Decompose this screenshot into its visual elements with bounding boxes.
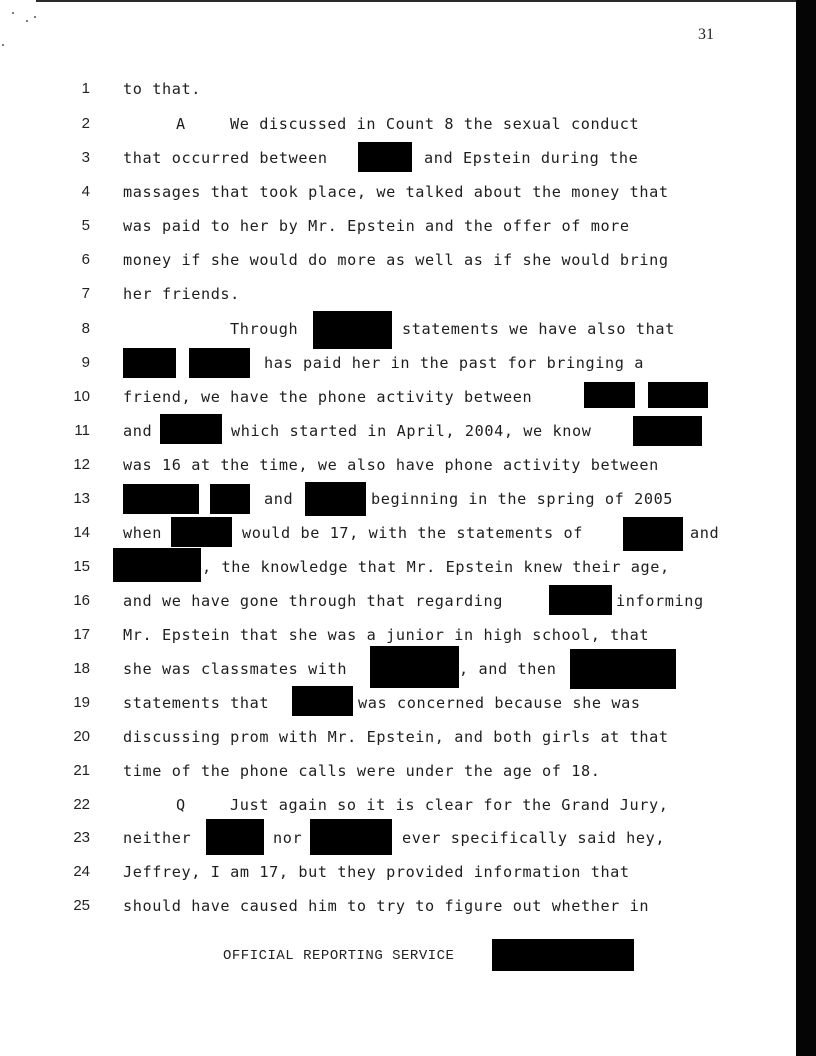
line-number: 23	[73, 829, 90, 846]
transcript-line: her friends.	[123, 285, 240, 303]
line-number: 21	[73, 762, 90, 779]
line-number: 10	[73, 388, 90, 405]
redaction-box	[189, 348, 250, 378]
redaction-box	[623, 517, 683, 551]
transcript-line: money if she would do more as well as if she would bring	[123, 251, 669, 269]
transcript-line: was concerned because she was	[358, 694, 641, 712]
redaction-box	[370, 646, 459, 688]
line-number: 2	[81, 115, 90, 132]
line-number: 14	[73, 524, 90, 541]
transcript-line: Just again so it is clear for the Grand Jury,	[230, 796, 669, 814]
redaction-box	[210, 484, 250, 514]
redaction-box	[358, 142, 412, 172]
transcript-line: time of the phone calls were under the age of 18.	[123, 762, 601, 780]
transcript-line: was paid to her by Mr. Epstein and the offer of more	[123, 217, 630, 235]
line-number: 13	[73, 490, 90, 507]
transcript-line: and	[264, 490, 294, 508]
line-number: 25	[73, 897, 90, 914]
transcript-line: that occurred between	[123, 149, 328, 167]
line-number: 7	[81, 285, 90, 302]
redaction-box	[305, 482, 366, 516]
redaction-box	[113, 548, 201, 582]
line-number: 17	[73, 626, 90, 643]
redaction-box	[313, 311, 392, 349]
redaction-box	[549, 585, 612, 615]
transcript-line: statements that	[123, 694, 270, 712]
transcript-line: nor	[273, 829, 303, 847]
line-number: 8	[81, 320, 90, 337]
redaction-box	[492, 939, 634, 971]
line-number: 15	[73, 558, 90, 575]
redaction-box	[310, 819, 392, 855]
transcript-line: Through	[230, 320, 299, 338]
scan-speck	[2, 44, 4, 46]
redaction-box	[123, 348, 176, 378]
line-number: 22	[73, 796, 90, 813]
transcript-line: when	[123, 524, 162, 542]
line-number: 4	[81, 183, 90, 200]
line-number: 6	[81, 251, 90, 268]
redaction-box	[584, 382, 635, 408]
speaker-label: Q	[176, 796, 186, 814]
transcript-line: massages that took place, we talked about the money that	[123, 183, 669, 201]
scan-speck	[26, 20, 28, 22]
transcript-line: would be 17, with the statements of	[242, 524, 584, 542]
line-number: 1	[81, 80, 90, 97]
line-number: 11	[74, 422, 90, 439]
redaction-box	[570, 649, 676, 689]
line-number: 18	[73, 660, 90, 677]
line-number: 12	[73, 456, 90, 473]
redaction-box	[171, 517, 232, 547]
speaker-label: A	[176, 115, 186, 133]
redaction-box	[292, 686, 353, 716]
transcript-line: and	[690, 524, 720, 542]
redaction-box	[633, 416, 702, 446]
transcript-line: and Epstein during the	[424, 149, 639, 167]
transcript-line: should have caused him to try to figure out whether in	[123, 897, 650, 915]
transcript-line: beginning in the spring of 2005	[371, 490, 674, 508]
transcript-line: statements we have also that	[402, 320, 675, 338]
transcript-line: Jeffrey, I am 17, but they provided information that	[123, 863, 630, 881]
redaction-box	[206, 819, 264, 855]
line-number: 16	[73, 592, 90, 609]
transcript-line: discussing prom with Mr. Epstein, and both girls at that	[123, 728, 669, 746]
transcript-line: and	[123, 422, 153, 440]
transcript-line: she was classmates with	[123, 660, 348, 678]
transcript-line: , the knowledge that Mr. Epstein knew their age,	[202, 558, 670, 576]
scan-right-edge	[796, 0, 816, 1056]
transcript-line: has paid her in the past for bringing a	[264, 354, 645, 372]
line-number: 5	[81, 217, 90, 234]
transcript-line: and we have gone through that regarding	[123, 592, 504, 610]
transcript-line: which started in April, 2004, we know	[231, 422, 592, 440]
redaction-box	[160, 414, 222, 444]
transcript-line: friend, we have the phone activity between	[123, 388, 533, 406]
transcript-line: informing	[616, 592, 704, 610]
scan-speck	[12, 12, 14, 14]
line-number: 3	[81, 149, 90, 166]
transcript-line: neither	[123, 829, 192, 847]
transcript-line: We discussed in Count 8 the sexual conduct	[230, 115, 640, 133]
redaction-box	[123, 484, 199, 514]
scan-top-edge	[36, 0, 796, 2]
transcript-line: was 16 at the time, we also have phone activity between	[123, 456, 659, 474]
transcript-line: Mr. Epstein that she was a junior in high school, that	[123, 626, 650, 644]
page-number: 31	[698, 26, 714, 43]
transcript-line: ever specifically said hey,	[402, 829, 666, 847]
transcript-line: to that.	[123, 80, 201, 98]
scan-speck	[34, 16, 36, 18]
redaction-box	[648, 382, 708, 408]
line-number: 9	[81, 354, 90, 371]
line-number: 24	[73, 863, 90, 880]
transcript-line: , and then	[459, 660, 557, 678]
reporting-service-footer: OFFICIAL REPORTING SERVICE	[223, 948, 455, 964]
line-number: 20	[73, 728, 90, 745]
line-number: 19	[73, 694, 90, 711]
